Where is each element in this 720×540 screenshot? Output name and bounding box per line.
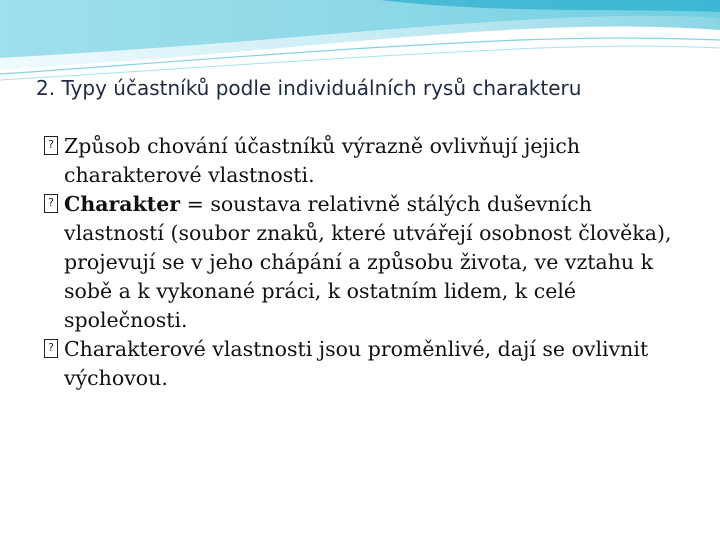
bullet-marker-icon — [44, 339, 58, 358]
bullet-marker-icon — [44, 194, 58, 213]
bullet-term: Charakter — [64, 192, 181, 216]
bullet-item-3 — [44, 335, 694, 393]
bullet-text: = soustava relativně stálých duševních vlastností (soubor znaků, které utvářejí osobnost člověka), projevují se v jeho chápání a způsobu života, ve vztahu k sobě a k vykonané práci, k ostatním lidem, k celé společnosti. — [64, 192, 672, 332]
bullet-text: Charakterové vlastnosti jsou proměnlivé, dají se ovlivnit výchovou. — [64, 337, 649, 390]
content-body — [44, 132, 694, 393]
bullet-item-2 — [44, 190, 694, 335]
bullet-marker-icon — [44, 136, 58, 155]
slide-title: 2. Typy účastníků podle individuálních rysů charakteru — [36, 76, 582, 100]
bullet-text: Způsob chování účastníků výrazně ovlivňují jejich charakterové vlastnosti. — [64, 134, 581, 187]
bullet-item-1 — [44, 132, 694, 190]
